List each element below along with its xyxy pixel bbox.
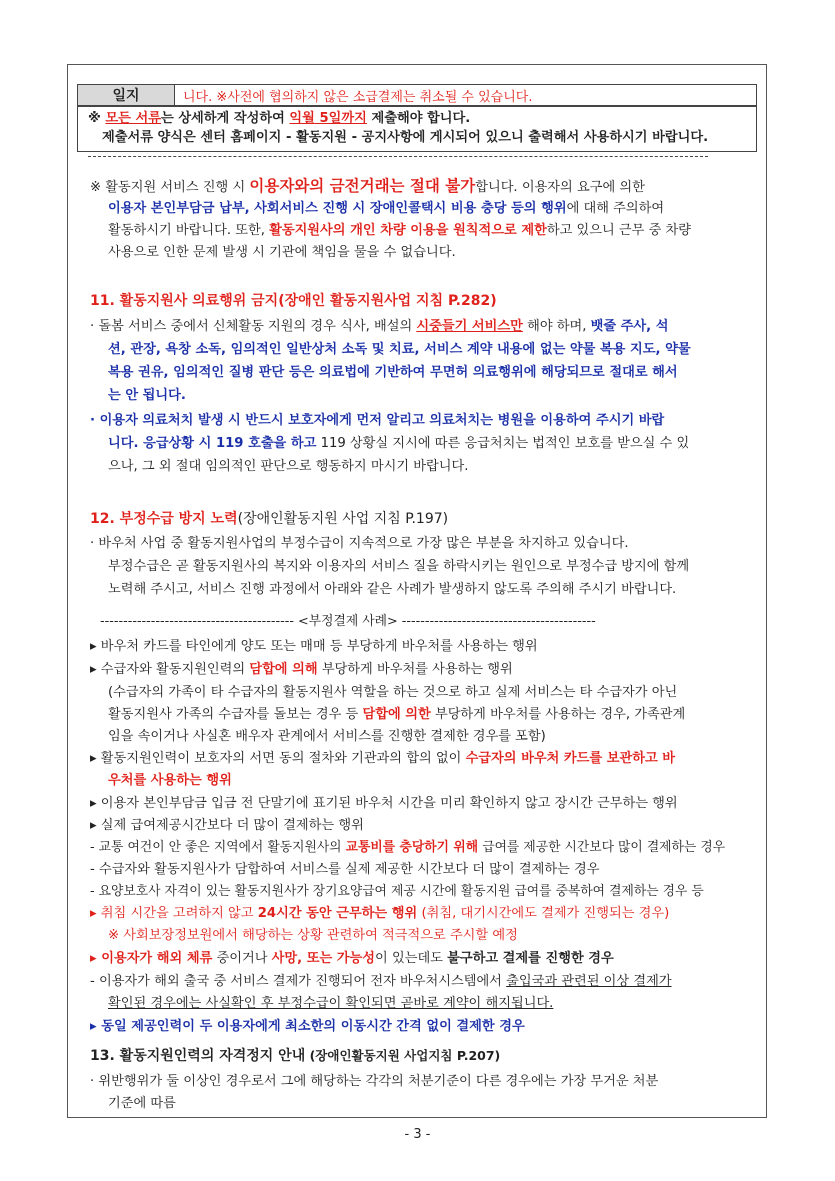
s11-p1-l2: 션, 관장, 욕창 소독, 임의적인 일반상처 소독 및 치료, 서비스 계약 내용에 없는 약물 복용 지도, 약물 [108, 342, 691, 357]
dashed-divider [88, 156, 708, 157]
s11-p1-l1: · 돌봄 서비스 중에서 신체활동 지원의 경우 식사, 배설의 시중들기 서비스만 해야 하며, 뱃줄 주사, 석 [90, 319, 669, 334]
case-8: ▸ 이용자 본인부담금 입금 전 단말기에 표기된 바우처 시간을 미리 확인하지 않고 장시간 근무하는 행위 [90, 796, 678, 811]
section-13-heading: 13. 활동지원인력의 자격정지 안내 (장애인활동지원 사업지침 P.207) [90, 1048, 501, 1064]
diary-label: 일지 [78, 85, 175, 106]
case-14: ※ 사회보장정보원에서 해당하는 상황 관련하여 적극적으로 주시할 예정 [108, 928, 518, 943]
diary-text: 니다. ※사전에 협의하지 않은 소급결제는 취소될 수 있습니다. [175, 85, 757, 106]
case-1: ▸ 바우처 카드를 타인에게 양도 또는 매매 등 부당하게 바우처를 사용하는 행위 [90, 639, 538, 654]
case-3: (수급자의 가족이 타 수급자의 활동지원사 역할을 하는 것으로 하고 실제 서비스는 타 수급자가 아닌 [108, 685, 678, 700]
s11-p2-l3: 으나, 그 외 절대 임의적인 판단으로 행동하지 마시기 바랍니다. [108, 459, 469, 474]
frame-top-border [67, 64, 767, 65]
section-12-heading: 12. 부정수급 방지 노력(장애인활동지원 사업 지침 P.197) [90, 511, 449, 527]
case-6: ▸ 활동지원인력이 보호자의 서면 동의 절차와 기관과의 합의 없이 수급자의 바우처 카드를 보관하고 바 [90, 751, 676, 766]
s11-p1-l3: 복용 권유, 임의적인 질병 판단 등은 의료법에 기반하여 무면허 의료행위에 해당되므로 절대로 해서 [108, 365, 678, 380]
s12-p3: 노력해 주시고, 서비스 진행 과정에서 아래와 같은 사례가 발생하지 않도록 주의해 주시기 바랍니다. [108, 582, 677, 597]
section-11-heading: 11. 활동지원사 의료행위 금지(장애인 활동지원사업 지침 P.282) [90, 293, 497, 309]
s11-p1-l4: 는 안 됩니다. [108, 388, 186, 403]
case-7: 우처를 사용하는 행위 [108, 773, 232, 788]
case-18: ▸ 동일 제공인력이 두 이용자에게 최소한의 이동시간 간격 없이 결제한 경우 [90, 1019, 525, 1034]
page-number: - 3 - [404, 1127, 431, 1142]
fraud-cases-title: ------------------------------------------ <부정결제 사례> ------------------------------------------ [100, 614, 596, 629]
notice-line-1: ※ 모든 서류는 상세하게 작성하여 익월 5일까지 제출해야 합니다. [88, 111, 471, 126]
notice-line-2: 제출서류 양식은 센터 홈페이지 - 활동지원 - 공지사항에 게시되어 있으니 출력해서 사용하시기 바랍니다. [102, 130, 709, 145]
case-5: 임을 속이거나 사실혼 배우자 관계에서 서비스를 진행한 결제한 경우를 포함) [108, 729, 546, 744]
case-11: - 수급자와 활동지원사가 담합하여 서비스를 실제 제공한 시간보다 더 많이 결제하는 경우 [90, 862, 600, 877]
case-16: - 이용자가 해외 출국 중 서비스 결제가 진행되어 전자 바우처시스템에서 출입국과 관련된 이상 결제가 [90, 974, 672, 989]
s11-p2-l1: · 이용자 의료처치 발생 시 반드시 보호자에게 먼저 알리고 의료처치는 병원을 이용하여 주시기 바랍 [90, 413, 665, 428]
s12-p2: 부정수급은 곧 활동지원사의 복지와 이용자의 서비스 질을 하락시키는 원인으로 부정수급 방지에 함께 [108, 559, 690, 574]
s11-p2-l2: 니다. 응급상황 시 119 호출을 하고 119 상황실 지시에 따른 응급처치는 법적인 보호를 받으실 수 있 [108, 436, 690, 451]
case-15: ▸ 이용자가 해외 체류 중이거나 사망, 또는 가능성이 있는데도 불구하고 결제를 진행한 경우 [90, 951, 614, 966]
diary-row-table [77, 84, 757, 106]
warn-line-3: 활동하시기 바랍니다. 또한, 활동지원사의 개인 차량 이용을 원칙적으로 제한하고 있으니 근무 중 차량 [108, 223, 692, 238]
case-2: ▸ 수급자와 활동지원인력의 담합에 의해 부당하게 바우처를 사용하는 행위 [90, 662, 513, 677]
s12-p1: · 바우처 사업 중 활동지원사업의 부정수급이 지속적으로 가장 많은 부분을 차지하고 있습니다. [90, 536, 629, 551]
case-10: - 교통 여건이 안 좋은 지역에서 활동지원사의 교통비를 충당하기 위해 급여를 제공한 시간보다 많이 결제하는 경우 [90, 840, 726, 855]
case-13: ▸ 취침 시간을 고려하지 않고 24시간 동안 근무하는 행위 (취침, 대기시간에도 결제가 진행되는 경우) [90, 906, 670, 921]
warn-line-2: 이용자 본인부담금 납부, 사회서비스 진행 시 장애인콜택시 비용 충당 등의 행위에 대해 주의하여 [108, 201, 665, 216]
document-notice-box [77, 106, 757, 152]
s13-p1: · 위반행위가 둘 이상인 경우로서 그에 해당하는 각각의 처분기준이 다른 경우에는 가장 무거운 처분 [90, 1074, 659, 1089]
s13-p2: 기준에 따름 [108, 1096, 176, 1111]
warn-line-4: 사용으로 인한 문제 발생 시 기관에 책임을 물을 수 없습니다. [108, 245, 456, 260]
case-12: - 요양보호사 자격이 있는 활동지원사가 장기요양급여 제공 시간에 활동지원 급여를 중복하여 결제하는 경우 등 [90, 884, 704, 899]
case-4: 활동지원사 가족의 수급자를 돌보는 경우 등 담합에 의한 부당하게 바우처를 사용하는 경우, 가족관계 [108, 707, 686, 722]
case-9: ▸ 실제 급여제공시간보다 더 많이 결제하는 행위 [90, 818, 364, 833]
case-17: 확인된 경우에는 사실확인 후 부정수급이 확인되면 곧바로 계약이 해지됩니다. [108, 996, 554, 1011]
warn-line-1: ※ 활동지원 서비스 진행 시 이용자와의 금전거래는 절대 불가합니다. 이용자의 요구에 의한 [90, 177, 645, 195]
